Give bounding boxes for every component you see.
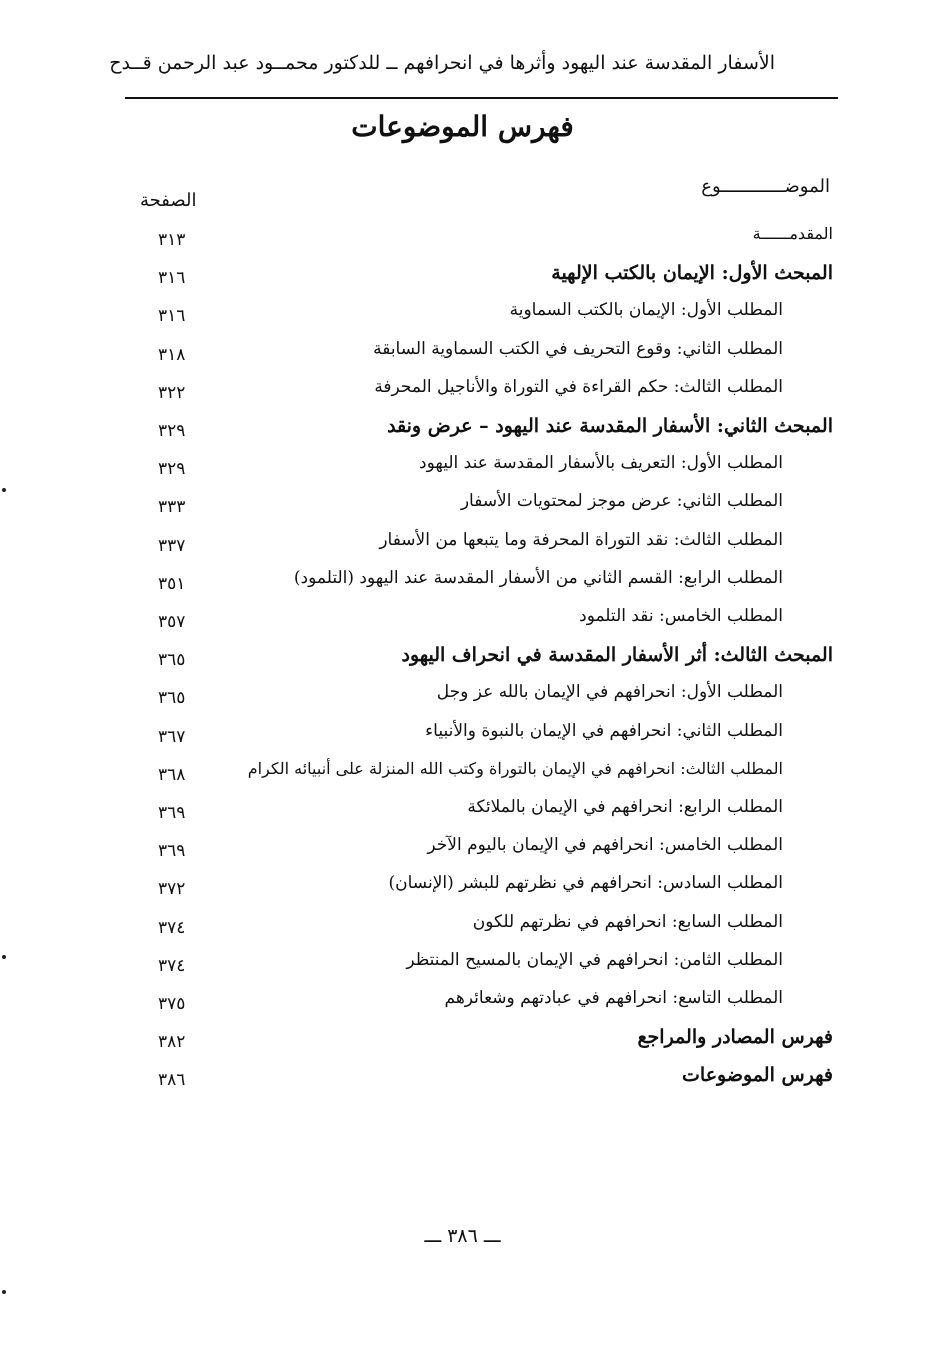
toc-subsection-title: المطلب الرابع: القسم الثاني من الأسفار المقدسة عند اليهود (التلمود): [293, 567, 783, 588]
toc-entry: [0, 833, 925, 871]
toc-entry: [0, 757, 925, 795]
toc-page-number: ٣١٦: [158, 306, 186, 327]
toc-section-title: فهرس الموضوعات: [682, 1064, 833, 1087]
column-header-page: الصفحة: [140, 190, 197, 211]
toc-page-number: ٣٥١: [158, 573, 186, 594]
toc-page-number: ٣٦٥: [158, 650, 186, 671]
toc-entry: [0, 948, 925, 986]
toc-entry: [0, 680, 925, 718]
toc-entry: [0, 871, 925, 909]
toc-page-number: ٣٧٤: [158, 955, 186, 976]
toc-subsection-title: المطلب السادس: انحرافهم في نظرتهم للبشر (الإنسان): [388, 873, 783, 894]
toc-page-number: ٣٦٩: [158, 803, 186, 823]
toc-page-number: ٣٧٥: [158, 994, 186, 1014]
page-number: ـــ ٣٨٦ ـــ: [424, 1225, 501, 1247]
toc-page-number: ٣٥٧: [158, 612, 186, 632]
toc-subsection-title: المطلب الأول: الإيمان بالكتب السماوية: [509, 300, 783, 321]
toc-subsection-title: المطلب الرابع: انحرافهم في الإيمان بالملائكة: [467, 797, 783, 817]
toc-page-number: ٣١٦: [158, 268, 186, 289]
toc-entry: [0, 375, 925, 413]
toc-section-title: المبحث الثاني: الأسفار المقدسة عند اليهود – عرض ونقد: [387, 415, 833, 437]
toc-entry: [0, 604, 925, 642]
toc-page-number: ٣١٣: [158, 230, 186, 250]
toc-page-number: ٣١٨: [158, 344, 186, 365]
toc-entry: [0, 910, 925, 948]
toc-page-number: ٣٢٩: [158, 421, 186, 441]
toc-entry: [0, 260, 925, 298]
toc-entry: [0, 986, 925, 1024]
margin-mark: [2, 488, 6, 492]
toc-subsection-title: المطلب الثالث: نقد التوراة المحرفة وما يتبعها من الأسفار: [379, 529, 783, 550]
toc-page-number: ٣٣٧: [158, 535, 186, 556]
toc-page-number: ٣٣٣: [158, 497, 186, 518]
toc-entry: [0, 413, 925, 451]
toc-entry: [0, 298, 925, 336]
toc-page-number: ٣٧٤: [158, 917, 186, 938]
margin-mark: [2, 1290, 6, 1294]
toc-entry: [0, 1024, 925, 1062]
toc-subsection-title: المطلب السابع: انحرافهم في نظرتهم للكون: [472, 911, 783, 932]
toc-entry: [0, 528, 925, 566]
toc-page-number: ٣٨٦: [158, 1070, 186, 1091]
toc-subsection-title: المطلب الثاني: انحرافهم في الإيمان بالنبوة والأنبياء: [425, 720, 783, 741]
toc-subsection-title: المطلب الثاني: عرض موجز لمحتويات الأسفار: [460, 491, 783, 512]
toc-page-number: ٣٧٢: [158, 879, 186, 900]
toc-page-number: ٣٢٢: [158, 382, 186, 403]
running-title: الأسفار المقدسة عند اليهود وأثرها في انحرافهم ــ للدكتور محمــود عبد الرحمن قــدح: [109, 52, 775, 74]
toc-entry: [0, 337, 925, 375]
toc-page-number: ٣٦٨: [158, 764, 186, 785]
toc-section-title: فهرس المصادر والمراجع: [637, 1026, 833, 1049]
toc-entry: [0, 1062, 925, 1100]
toc-entry: [0, 719, 925, 757]
toc-page-number: ٣٦٩: [158, 841, 186, 862]
toc-intro-title: المقدمــــــة: [752, 224, 833, 243]
toc-subsection-title: المطلب الثاني: وقوع التحريف في الكتب السماوية السابقة: [373, 338, 783, 359]
margin-mark: [2, 955, 6, 959]
toc-entry: [0, 489, 925, 527]
column-header-topic: الموضــــــــــــوع: [701, 176, 830, 197]
toc-subsection-title: المطلب الثامن: انحرافهم في الإيمان بالمسيح المنتظر: [406, 949, 783, 970]
toc-subsection-title: المطلب الخامس: انحرافهم في الإيمان باليوم الآخر: [427, 835, 783, 856]
toc-subsection-title: المطلب التاسع: انحرافهم في عبادتهم وشعائرهم: [444, 988, 783, 1008]
toc-page-number: ٣٢٩: [158, 459, 186, 480]
toc-section-title: المبحث الثالث: أثر الأسفار المقدسة في انحراف اليهود: [401, 644, 833, 667]
toc-page-number: ٣٨٢: [158, 1032, 186, 1053]
toc-subsection-title: المطلب الأول: انحرافهم في الإيمان بالله عز وجل: [436, 682, 783, 703]
toc-subsection-title: المطلب الثالث: حكم القراءة في التوراة والأناجيل المحرفة: [374, 376, 783, 397]
toc-entry: [0, 451, 925, 489]
toc-entry: [0, 642, 925, 680]
toc-entry: [0, 795, 925, 833]
toc-subsection-title: المطلب الثالث: انحرافهم في الإيمان بالتوراة وكتب الله المنزلة على أنبيائه الكرام: [247, 758, 783, 778]
toc-page-number: ٣٦٥: [158, 688, 186, 709]
toc-section-title: المبحث الأول: الإيمان بالكتب الإلهية: [551, 262, 833, 285]
toc-page-number: ٣٦٧: [158, 726, 186, 747]
toc-subsection-title: المطلب الخامس: نقد التلمود: [579, 606, 783, 626]
toc-entry: [0, 222, 925, 260]
toc-subsection-title: المطلب الأول: التعريف بالأسفار المقدسة عند اليهود: [419, 453, 783, 474]
toc-entry: [0, 566, 925, 604]
page-title: فهرس الموضوعات: [351, 110, 574, 143]
